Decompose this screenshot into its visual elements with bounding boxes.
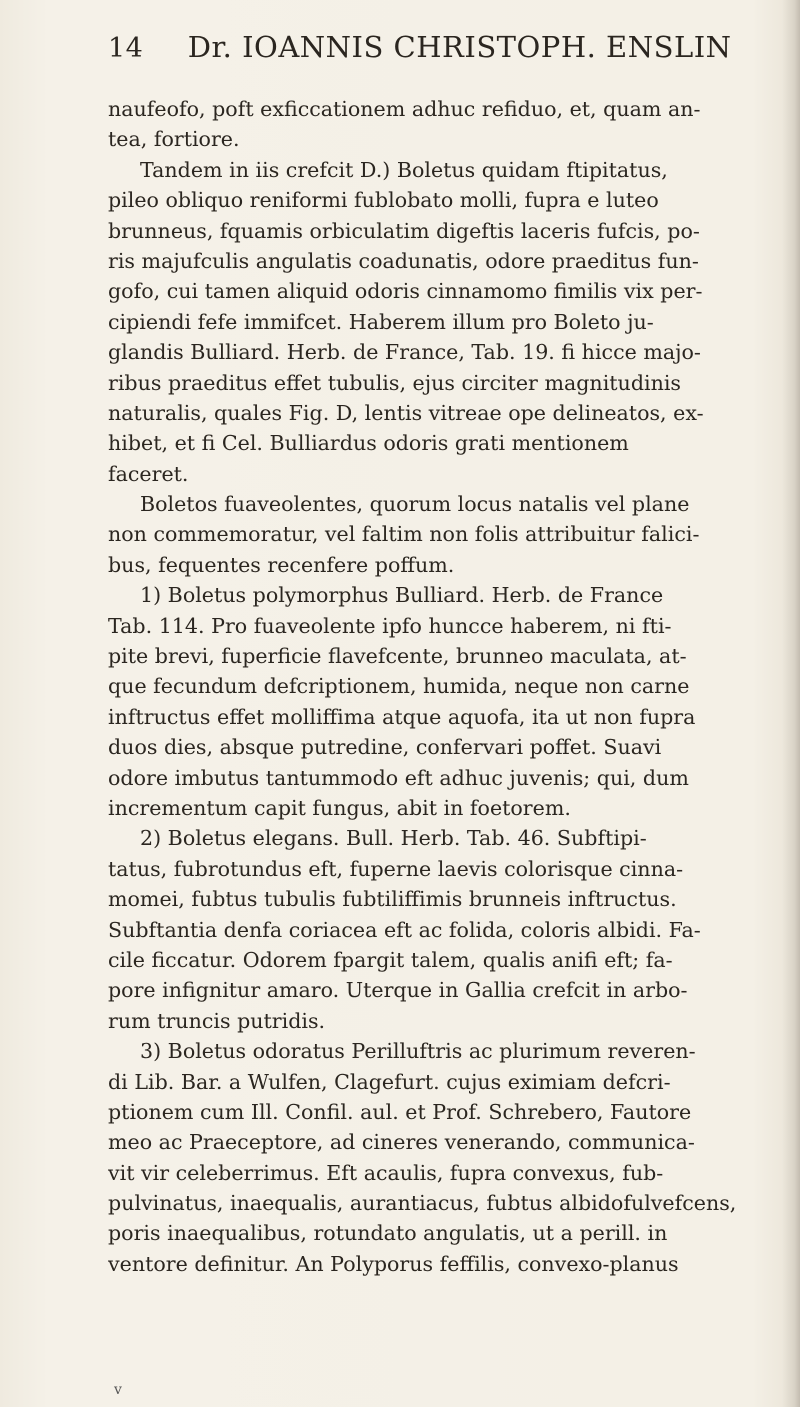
text-line: Tab. 114. Pro fuaveolente ipfo huncce haberem, ni fti-: [108, 613, 672, 638]
body-text: [108, 94, 793, 1279]
text-line: incrementum capit fungus, abit in foetorem.: [108, 795, 571, 820]
running-header: [108, 30, 768, 70]
text-line: naufeofo, poft exficcationem adhuc refiduo, et, quam an-: [108, 97, 701, 121]
running-title: Dr. IOANNIS CHRISTOPH. ENSLIN: [187, 30, 732, 64]
text-line: ribus praeditus effet tubulis, ejus circiter magnitudinis: [108, 370, 682, 395]
text-line: rum truncis putridis.: [108, 1008, 326, 1033]
text-line: pore infignitur amaro. Uterque in Gallia crefcit in arbo-: [108, 978, 688, 1003]
text-line: naturalis, quales Fig. D, lentis vitreae ope delineatos, ex-: [108, 400, 704, 425]
text-line: gofo, cui tamen aliquid odoris cinnamomo fimilis vix per-: [108, 279, 703, 304]
text-line: Boletos fuaveolentes, quorum locus natalis vel plane: [140, 492, 690, 517]
text-line: di Lib. Bar. a Wulfen, Clagefurt. cujus eximiam defcri-: [108, 1069, 671, 1094]
text-line: que fecundum defcriptionem, humida, neque non carne: [108, 674, 690, 699]
text-line: inftructus effet molliffima atque aquofa, ita ut non fupra: [108, 704, 696, 729]
text-line: Subftantia denfa coriacea eft ac folida, coloris albidi. Fa-: [108, 917, 701, 942]
text-line: glandis Bulliard. Herb. de France, Tab. 19. fi hicce majo-: [108, 340, 701, 365]
text-line: pileo obliquo reniformi fublobato molli, fupra e luteo: [108, 188, 659, 213]
text-line: vit vir celeberrimus. Eft acaulis, fupra convexus, fub-: [108, 1160, 664, 1185]
text-line: meo ac Praeceptore, ad cineres venerando, communica-: [108, 1130, 695, 1155]
text-line: 1) Boletus polymorphus Bulliard. Herb. de France: [140, 583, 664, 608]
text-line: momei, fubtus tubulis fubtiliffimis brunneis inftructus.: [108, 887, 677, 912]
text-line: brunneus, fquamis orbiculatim digeftis laceris fufcis, po-: [108, 218, 700, 243]
text-line: tatus, fubrotundus eft, fuperne laevis colorisque cinna-: [108, 856, 684, 881]
text-line: pulvinatus, inaequalis, aurantiacus, fubtus albidofulvefcens,: [108, 1191, 737, 1216]
signature-mark: v: [114, 1382, 122, 1398]
text-line: 3) Boletus odoratus Perilluftris ac plurimum reveren-: [140, 1039, 696, 1064]
text-line: hibet, et fi Cel. Bulliardus odoris grati mentionem: [108, 431, 629, 456]
text-line: bus, fequentes recenfere poffum.: [108, 552, 455, 577]
text-line: cile ficcatur. Odorem fpargit talem, qualis anifi eft; fa-: [108, 947, 673, 972]
text-line: ptionem cum Ill. Confil. aul. et Prof. Schrebero, Fautore: [108, 1099, 692, 1124]
text-line: pite brevi, fuperficie flavefcente, brunneo maculata, at-: [108, 644, 687, 669]
text-line: odore imbutus tantummodo eft adhuc juvenis; qui, dum: [108, 765, 689, 790]
text-line: tea, fortiore.: [108, 127, 240, 152]
text-line: cipiendi fefe immifcet. Haberem illum pro Boleto ju-: [108, 309, 654, 334]
text-line: 2) Boletus elegans. Bull. Herb. Tab. 46. Subftipi-: [140, 826, 647, 851]
text-line: non commemoratur, vel faltim non folis attribuitur falici-: [108, 522, 700, 547]
text-line: faceret.: [108, 461, 189, 486]
text-line: ris majufculis angulatis coadunatis, odore praeditus fun-: [108, 248, 699, 273]
page-number: 14: [108, 33, 144, 64]
text-line: ventore definitur. An Polyporus feffilis, convexo-planus: [108, 1251, 679, 1276]
text-line: duos dies, absque putredine, confervari poffet. Suavi: [108, 735, 662, 760]
text-line: poris inaequalibus, rotundato angulatis, ut a perill. in: [108, 1221, 668, 1246]
text-line: Tandem in iis crefcit D.) Boletus quidam ftipitatus,: [140, 157, 668, 182]
